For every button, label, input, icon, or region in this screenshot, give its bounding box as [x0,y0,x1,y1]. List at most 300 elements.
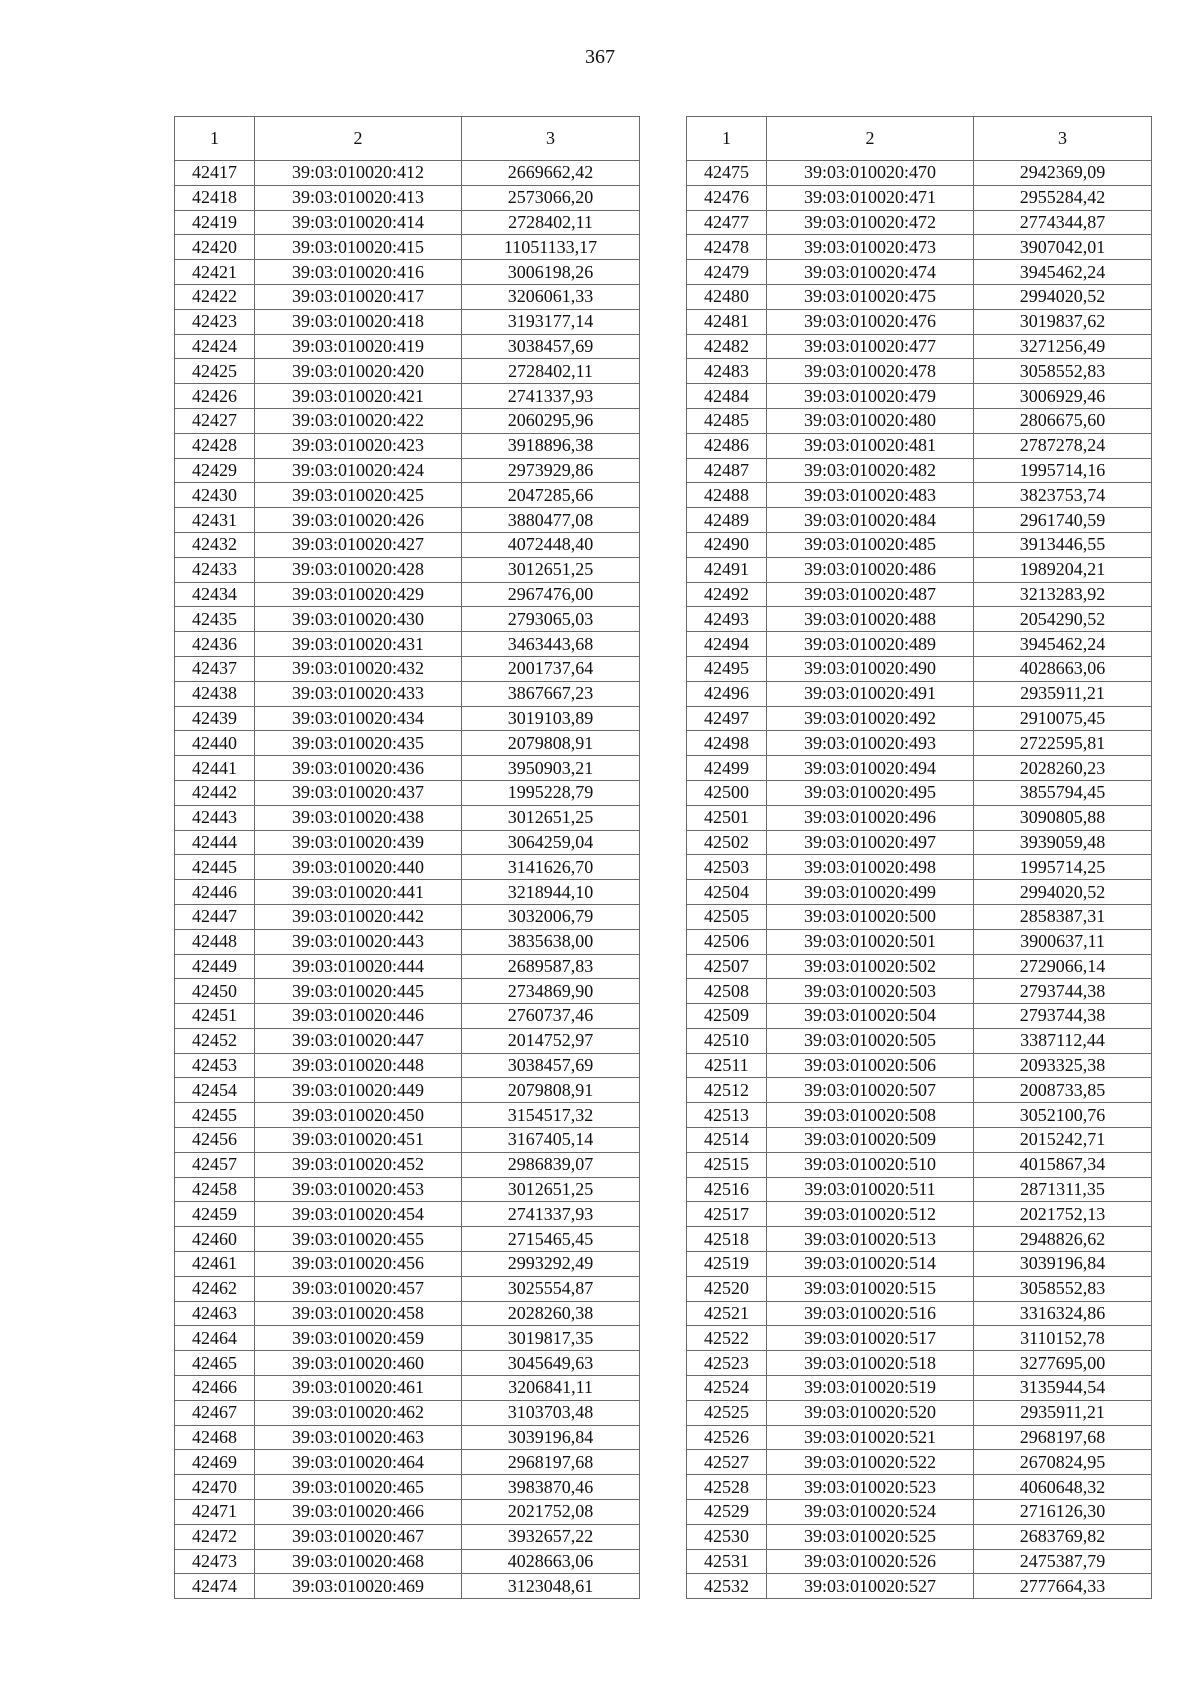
table-row [687,681,1152,706]
row-number-cell: 42454 [175,1078,255,1103]
cadastral-number-cell: 39:03:010020:484 [767,508,974,533]
value-cell: 2968197,68 [974,1425,1152,1450]
cadastral-number-cell: 39:03:010020:477 [767,334,974,359]
value-cell: 3271256,49 [974,334,1152,359]
row-number-cell: 42521 [687,1301,767,1326]
row-number-cell: 42472 [175,1524,255,1549]
row-number-cell: 42465 [175,1351,255,1376]
value-cell: 3932657,22 [462,1524,640,1549]
register-table-right [686,116,1152,1599]
cadastral-number-cell: 39:03:010020:456 [255,1252,462,1277]
table-row [687,1128,1152,1153]
table-row [175,582,640,607]
table-row [175,656,640,681]
table-row [687,1028,1152,1053]
table-row [175,681,640,706]
table-row [687,1177,1152,1202]
value-cell: 3900637,11 [974,929,1152,954]
row-number-cell: 42509 [687,1004,767,1029]
table-row [175,1524,640,1549]
table-row [687,756,1152,781]
row-number-cell: 42518 [687,1227,767,1252]
cadastral-number-cell: 39:03:010020:476 [767,309,974,334]
cadastral-number-cell: 39:03:010020:441 [255,880,462,905]
row-number-cell: 42532 [687,1574,767,1599]
row-number-cell: 42421 [175,260,255,285]
table-row [175,532,640,557]
cadastral-number-cell: 39:03:010020:458 [255,1301,462,1326]
row-number-cell: 42485 [687,408,767,433]
value-cell: 2858387,31 [974,904,1152,929]
row-number-cell: 42496 [687,681,767,706]
row-number-cell: 42471 [175,1500,255,1525]
cadastral-number-cell: 39:03:010020:521 [767,1425,974,1450]
value-cell: 2715465,45 [462,1227,640,1252]
column-header-3: 3 [462,117,640,161]
value-cell: 3052100,76 [974,1103,1152,1128]
value-cell: 2079808,91 [462,731,640,756]
table-row [687,384,1152,409]
row-number-cell: 42432 [175,532,255,557]
value-cell: 3019817,35 [462,1326,640,1351]
row-number-cell: 42433 [175,557,255,582]
table-row [175,1400,640,1425]
cadastral-number-cell: 39:03:010020:524 [767,1500,974,1525]
table-row [687,260,1152,285]
cadastral-number-cell: 39:03:010020:415 [255,235,462,260]
table-row [687,582,1152,607]
cadastral-number-cell: 39:03:010020:488 [767,607,974,632]
value-cell: 2729066,14 [974,954,1152,979]
column-header-1: 1 [687,117,767,161]
row-number-cell: 42493 [687,607,767,632]
table-row [687,408,1152,433]
value-cell: 3038457,69 [462,334,640,359]
cadastral-number-cell: 39:03:010020:454 [255,1202,462,1227]
value-cell: 2993292,49 [462,1252,640,1277]
value-cell: 3206061,33 [462,284,640,309]
cadastral-number-cell: 39:03:010020:472 [767,210,974,235]
value-cell: 2994020,52 [974,284,1152,309]
cadastral-number-cell: 39:03:010020:436 [255,756,462,781]
row-number-cell: 42529 [687,1500,767,1525]
value-cell: 3064259,04 [462,830,640,855]
row-number-cell: 42494 [687,632,767,657]
value-cell: 3918896,38 [462,433,640,458]
table-row [687,706,1152,731]
value-cell: 3983870,46 [462,1475,640,1500]
row-number-cell: 42477 [687,210,767,235]
table-row [687,532,1152,557]
row-number-cell: 42423 [175,309,255,334]
value-cell: 3945462,24 [974,632,1152,657]
cadastral-number-cell: 39:03:010020:450 [255,1103,462,1128]
table-row [175,731,640,756]
row-number-cell: 42514 [687,1128,767,1153]
cadastral-number-cell: 39:03:010020:504 [767,1004,974,1029]
row-number-cell: 42489 [687,508,767,533]
cadastral-number-cell: 39:03:010020:485 [767,532,974,557]
table-row [175,161,640,186]
table-row [175,309,640,334]
row-number-cell: 42482 [687,334,767,359]
cadastral-number-cell: 39:03:010020:447 [255,1028,462,1053]
value-cell: 4060648,32 [974,1475,1152,1500]
cadastral-number-cell: 39:03:010020:492 [767,706,974,731]
value-cell: 2015242,71 [974,1128,1152,1153]
cadastral-number-cell: 39:03:010020:426 [255,508,462,533]
row-number-cell: 42469 [175,1450,255,1475]
table-row [687,1475,1152,1500]
row-number-cell: 42483 [687,359,767,384]
table-row [175,1376,640,1401]
row-number-cell: 42499 [687,756,767,781]
row-number-cell: 42466 [175,1376,255,1401]
cadastral-number-cell: 39:03:010020:449 [255,1078,462,1103]
row-number-cell: 42452 [175,1028,255,1053]
cadastral-number-cell: 39:03:010020:437 [255,780,462,805]
cadastral-number-cell: 39:03:010020:463 [255,1425,462,1450]
cadastral-number-cell: 39:03:010020:467 [255,1524,462,1549]
table-row [687,1152,1152,1177]
cadastral-number-cell: 39:03:010020:501 [767,929,974,954]
table-row [175,1177,640,1202]
table-row [175,384,640,409]
table-row [175,284,640,309]
value-cell: 3939059,48 [974,830,1152,855]
row-number-cell: 42523 [687,1351,767,1376]
table-row [687,458,1152,483]
row-number-cell: 42481 [687,309,767,334]
table-row [175,1574,640,1599]
row-number-cell: 42445 [175,855,255,880]
row-number-cell: 42503 [687,855,767,880]
row-number-cell: 42517 [687,1202,767,1227]
cadastral-number-cell: 39:03:010020:494 [767,756,974,781]
row-number-cell: 42486 [687,433,767,458]
table-row [175,1549,640,1574]
cadastral-number-cell: 39:03:010020:413 [255,185,462,210]
value-cell: 2021752,13 [974,1202,1152,1227]
cadastral-number-cell: 39:03:010020:468 [255,1549,462,1574]
cadastral-number-cell: 39:03:010020:417 [255,284,462,309]
cadastral-number-cell: 39:03:010020:512 [767,1202,974,1227]
table-row [687,1524,1152,1549]
row-number-cell: 42478 [687,235,767,260]
value-cell: 1995228,79 [462,780,640,805]
cadastral-number-cell: 39:03:010020:414 [255,210,462,235]
row-number-cell: 42442 [175,780,255,805]
value-cell: 2741337,93 [462,384,640,409]
value-cell: 2986839,07 [462,1152,640,1177]
cadastral-number-cell: 39:03:010020:419 [255,334,462,359]
row-number-cell: 42463 [175,1301,255,1326]
row-number-cell: 42434 [175,582,255,607]
row-number-cell: 42429 [175,458,255,483]
table-row [175,1128,640,1153]
value-cell: 2942369,09 [974,161,1152,186]
table-row [175,334,640,359]
table-row [687,1103,1152,1128]
value-cell: 3277695,00 [974,1351,1152,1376]
row-number-cell: 42464 [175,1326,255,1351]
value-cell: 2028260,38 [462,1301,640,1326]
table-row [687,805,1152,830]
table-row [687,607,1152,632]
cadastral-number-cell: 39:03:010020:438 [255,805,462,830]
row-number-cell: 42417 [175,161,255,186]
table-row [175,408,640,433]
table-row [687,979,1152,1004]
value-cell: 2793065,03 [462,607,640,632]
value-cell: 3387112,44 [974,1028,1152,1053]
table-row [687,904,1152,929]
cadastral-number-cell: 39:03:010020:513 [767,1227,974,1252]
table-row [687,1227,1152,1252]
row-number-cell: 42460 [175,1227,255,1252]
table-row [687,1004,1152,1029]
cadastral-number-cell: 39:03:010020:457 [255,1276,462,1301]
value-cell: 3218944,10 [462,880,640,905]
value-cell: 2935911,21 [974,1400,1152,1425]
header-row [687,117,1152,161]
value-cell: 3038457,69 [462,1053,640,1078]
table-row [175,954,640,979]
cadastral-number-cell: 39:03:010020:487 [767,582,974,607]
value-cell: 3123048,61 [462,1574,640,1599]
value-cell: 3039196,84 [462,1425,640,1450]
register-table-left [174,116,640,1599]
table-row [175,1202,640,1227]
row-number-cell: 42438 [175,681,255,706]
cadastral-number-cell: 39:03:010020:469 [255,1574,462,1599]
value-cell: 2961740,59 [974,508,1152,533]
value-cell: 2777664,33 [974,1574,1152,1599]
table-row [175,557,640,582]
table-row [175,1004,640,1029]
table-row [687,929,1152,954]
value-cell: 3907042,01 [974,235,1152,260]
cadastral-number-cell: 39:03:010020:470 [767,161,974,186]
row-number-cell: 42444 [175,830,255,855]
cadastral-number-cell: 39:03:010020:517 [767,1326,974,1351]
value-cell: 2669662,42 [462,161,640,186]
row-number-cell: 42525 [687,1400,767,1425]
cadastral-number-cell: 39:03:010020:412 [255,161,462,186]
row-number-cell: 42527 [687,1450,767,1475]
table-row [687,185,1152,210]
cadastral-number-cell: 39:03:010020:506 [767,1053,974,1078]
value-cell: 2935911,21 [974,681,1152,706]
row-number-cell: 42427 [175,408,255,433]
table-row [175,805,640,830]
row-number-cell: 42520 [687,1276,767,1301]
row-number-cell: 42453 [175,1053,255,1078]
value-cell: 3058552,83 [974,1276,1152,1301]
row-number-cell: 42437 [175,656,255,681]
row-number-cell: 42474 [175,1574,255,1599]
cadastral-number-cell: 39:03:010020:509 [767,1128,974,1153]
table-row [687,1202,1152,1227]
cadastral-number-cell: 39:03:010020:519 [767,1376,974,1401]
value-cell: 3006929,46 [974,384,1152,409]
value-cell: 3867667,23 [462,681,640,706]
cadastral-number-cell: 39:03:010020:444 [255,954,462,979]
row-number-cell: 42418 [175,185,255,210]
row-number-cell: 42501 [687,805,767,830]
cadastral-number-cell: 39:03:010020:520 [767,1400,974,1425]
cadastral-number-cell: 39:03:010020:446 [255,1004,462,1029]
cadastral-number-cell: 39:03:010020:515 [767,1276,974,1301]
row-number-cell: 42439 [175,706,255,731]
value-cell: 2683769,82 [974,1524,1152,1549]
row-number-cell: 42419 [175,210,255,235]
table-row [687,359,1152,384]
cadastral-number-cell: 39:03:010020:422 [255,408,462,433]
table-row [687,210,1152,235]
row-number-cell: 42487 [687,458,767,483]
row-number-cell: 42498 [687,731,767,756]
cadastral-number-cell: 39:03:010020:526 [767,1549,974,1574]
cadastral-number-cell: 39:03:010020:451 [255,1128,462,1153]
value-cell: 2994020,52 [974,880,1152,905]
row-number-cell: 42422 [175,284,255,309]
cadastral-number-cell: 39:03:010020:461 [255,1376,462,1401]
table-row [175,904,640,929]
row-number-cell: 42513 [687,1103,767,1128]
value-cell: 3058552,83 [974,359,1152,384]
value-cell: 2008733,85 [974,1078,1152,1103]
value-cell: 2475387,79 [974,1549,1152,1574]
value-cell: 2787278,24 [974,433,1152,458]
column-header-1: 1 [175,117,255,161]
cadastral-number-cell: 39:03:010020:416 [255,260,462,285]
row-number-cell: 42449 [175,954,255,979]
table-row [687,433,1152,458]
row-number-cell: 42528 [687,1475,767,1500]
row-number-cell: 42431 [175,508,255,533]
cadastral-number-cell: 39:03:010020:500 [767,904,974,929]
table-row [175,830,640,855]
table-row [687,1351,1152,1376]
value-cell: 2028260,23 [974,756,1152,781]
value-cell: 3019103,89 [462,706,640,731]
table-row [175,780,640,805]
cadastral-number-cell: 39:03:010020:421 [255,384,462,409]
cadastral-number-cell: 39:03:010020:466 [255,1500,462,1525]
page-number: 367 [585,46,615,68]
table-row [687,780,1152,805]
cadastral-number-cell: 39:03:010020:522 [767,1450,974,1475]
value-cell: 3193177,14 [462,309,640,334]
cadastral-number-cell: 39:03:010020:434 [255,706,462,731]
row-number-cell: 42428 [175,433,255,458]
value-cell: 3141626,70 [462,855,640,880]
cadastral-number-cell: 39:03:010020:462 [255,1400,462,1425]
value-cell: 3032006,79 [462,904,640,929]
row-number-cell: 42524 [687,1376,767,1401]
value-cell: 3025554,87 [462,1276,640,1301]
value-cell: 2093325,38 [974,1053,1152,1078]
value-cell: 11051133,17 [462,235,640,260]
cadastral-number-cell: 39:03:010020:527 [767,1574,974,1599]
table-row [687,557,1152,582]
cadastral-number-cell: 39:03:010020:525 [767,1524,974,1549]
table-row [687,1450,1152,1475]
table-row [175,210,640,235]
cadastral-number-cell: 39:03:010020:443 [255,929,462,954]
row-number-cell: 42500 [687,780,767,805]
table-row [175,880,640,905]
row-number-cell: 42488 [687,483,767,508]
cadastral-number-cell: 39:03:010020:474 [767,260,974,285]
row-number-cell: 42484 [687,384,767,409]
table-row [687,309,1152,334]
row-number-cell: 42462 [175,1276,255,1301]
cadastral-number-cell: 39:03:010020:430 [255,607,462,632]
column-header-3: 3 [974,117,1152,161]
cadastral-number-cell: 39:03:010020:503 [767,979,974,1004]
row-number-cell: 42490 [687,532,767,557]
row-number-cell: 42456 [175,1128,255,1153]
row-number-cell: 42441 [175,756,255,781]
row-number-cell: 42495 [687,656,767,681]
cadastral-number-cell: 39:03:010020:427 [255,532,462,557]
value-cell: 2741337,93 [462,1202,640,1227]
table-row [175,1475,640,1500]
cadastral-number-cell: 39:03:010020:435 [255,731,462,756]
row-number-cell: 42479 [687,260,767,285]
table-row [687,1500,1152,1525]
table-row [175,929,640,954]
value-cell: 2973929,86 [462,458,640,483]
value-cell: 3823753,74 [974,483,1152,508]
value-cell: 2968197,68 [462,1450,640,1475]
value-cell: 3206841,11 [462,1376,640,1401]
row-number-cell: 42459 [175,1202,255,1227]
row-number-cell: 42502 [687,830,767,855]
table-row [175,1103,640,1128]
row-number-cell: 42507 [687,954,767,979]
cadastral-number-cell: 39:03:010020:475 [767,284,974,309]
row-number-cell: 42519 [687,1252,767,1277]
table-row [175,260,640,285]
row-number-cell: 42470 [175,1475,255,1500]
table-row [175,359,640,384]
cadastral-number-cell: 39:03:010020:480 [767,408,974,433]
value-cell: 2793744,38 [974,979,1152,1004]
row-number-cell: 42455 [175,1103,255,1128]
row-number-cell: 42512 [687,1078,767,1103]
table-row [687,161,1152,186]
row-number-cell: 42492 [687,582,767,607]
row-number-cell: 42505 [687,904,767,929]
value-cell: 1995714,25 [974,855,1152,880]
table-row [175,632,640,657]
cadastral-number-cell: 39:03:010020:511 [767,1177,974,1202]
header-row [175,117,640,161]
row-number-cell: 42530 [687,1524,767,1549]
cadastral-number-cell: 39:03:010020:493 [767,731,974,756]
table-row [687,656,1152,681]
row-number-cell: 42508 [687,979,767,1004]
row-number-cell: 42450 [175,979,255,1004]
row-number-cell: 42476 [687,185,767,210]
table-row [687,731,1152,756]
value-cell: 3855794,45 [974,780,1152,805]
cadastral-number-cell: 39:03:010020:445 [255,979,462,1004]
column-header-2: 2 [255,117,462,161]
